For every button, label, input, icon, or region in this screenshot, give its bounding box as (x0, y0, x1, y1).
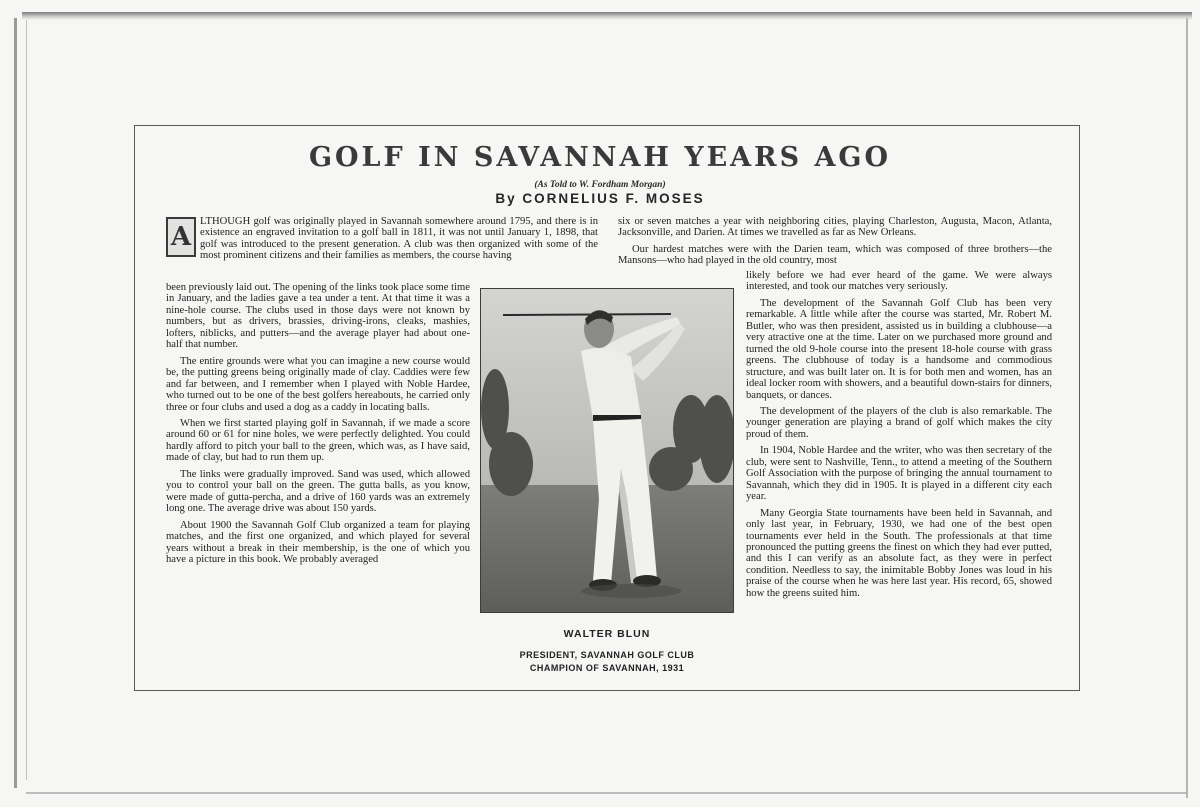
page-left-edge-inner (26, 20, 27, 780)
article-byline: By CORNELIUS F. MOSES (495, 191, 705, 206)
photo-caption-champion: CHAMPION OF SAVANNAH, 1931 (529, 663, 685, 673)
intro-paragraph (166, 216, 598, 262)
right-paragraph: The development of the players of the club is also remarkable. The younger generation are playing a brand of golf which makes the city proud of them. (746, 405, 1052, 440)
photo-caption-title: PRESIDENT, SAVANNAH GOLF CLUB (519, 650, 695, 660)
photo-caption-name: WALTER BLUN (563, 628, 651, 640)
article-subtitle: (As Told to W. Fordham Morgan) (534, 180, 666, 190)
left-paragraph: The entire grounds were what you can imagine a new course would be, the putting greens being originally made of clay. Caddies were few and far between, and I remember when I played with Noble Hardee, who turned out to be one of the best golfers hereabouts, he carried only three or four clubs and used a dog as a caddy in locating balls. (166, 355, 470, 413)
article-title: GOLF IN SAVANNAH YEARS AGO (308, 142, 891, 173)
page-left-edge (14, 18, 17, 788)
right-column-top (618, 216, 1052, 272)
right-paragraph: In 1904, Noble Hardee and the writer, who was then secretary of the club, were sent to Nashville, Tenn., to attend a meeting of the Southern Golf Association with the purpose of bringing the annual tournament to Savannah, which they did in 1905. It is played in a different city each year. (746, 445, 1052, 503)
left-paragraph: About 1900 the Savannah Golf Club organized a team for playing matches, and the first one organized, and which played for several years without a break in their membership, is the one of which you have a picture in this book. We probably averaged (166, 519, 470, 565)
golfer-photo-image (481, 289, 734, 613)
right-top-paragraph: Our hardest matches were with the Darien team, which was composed of three brothers—the Mansons—who had played in the old country, most (618, 243, 1052, 267)
left-paragraph: The links were gradually improved. Sand was used, which allowed you to control your ball on the green. The gutta balls, as you know, were made of gutta-percha, and a drive of 160 yards was an extremely long one. The average drive was about 150 yards. (166, 468, 470, 515)
right-paragraph: The development of the Savannah Golf Club has been very remarkable. A little while after the course was started, Mr. Robert M. Butler, who was then president, assisted us in building a clubhouse—a very atractive one at the time. Later on we purchased more ground and turned the old 9-hole course into the present 18-hole course with grass greens. The clubhouse of today is a handsome and commodious structure, and was built later on. It is for both men and women, has an ideal locker room with showers, and a beautiful down-stairs for dinners, banquets, or dances. (746, 297, 1052, 401)
right-column (746, 270, 1052, 604)
left-column (166, 282, 470, 570)
page-bottom-edge (26, 792, 1186, 794)
left-paragraph: When we first started playing golf in Savannah, if we made a score around 60 or 61 for nine holes, we were perfectly delighted. You could hardly afford to pitch your ball to the green, which was, as I have said, made of clay, but had to run them up. (166, 417, 470, 464)
intro-paragraph-block (166, 216, 598, 267)
right-top-paragraph: six or seven matches a year with neighboring cities, playing Charleston, Augusta, Macon, Atlanta, Jacksonville, and Darien. At times we travelled as far as New Orleans. (618, 216, 1052, 239)
golfer-photo (480, 288, 734, 613)
page-right-edge (1186, 18, 1188, 798)
right-paragraph: Many Georgia State tournaments have been held in Savannah, and only last year, in February, 1930, we had one of the best open tournaments ever held in the South. The professionals at that time pronounced the putting greens the finest on which they had ever putted, and this I can verify as an absolute fact, as they were in perfect condition. Needless to say, the inimitable Bobby Jones was loud in his praise of the course when he was here last year. His record, 65, showed how the greens suited him. (746, 507, 1052, 599)
left-paragraph: been previously laid out. The opening of the links took place some time in January, and the ladies gave a tea under a tent. At that time it was a nine-hole course. The clubs used in those days were not known by numbers, but as drivers, brassies, driving-irons, cleaks, mashies, lofters, niblicks, and putters—and the average player had about one-half that number. (166, 282, 470, 351)
right-paragraph: likely before we had ever heard of the game. We were always interested, and took our matches very seriously. (746, 270, 1052, 293)
page-top-edge (22, 12, 1192, 20)
intro-text: LTHOUGH golf was originally played in Savannah somewhere around 1795, and there is in existence an engraved invitation to a golf ball in 1811, it was not until January 1, 1898, that golf was introduced to the present generation. A club was then organized with some of the most prominent citizens and their families as members, the course having (200, 216, 598, 262)
drop-cap: A (166, 217, 196, 257)
